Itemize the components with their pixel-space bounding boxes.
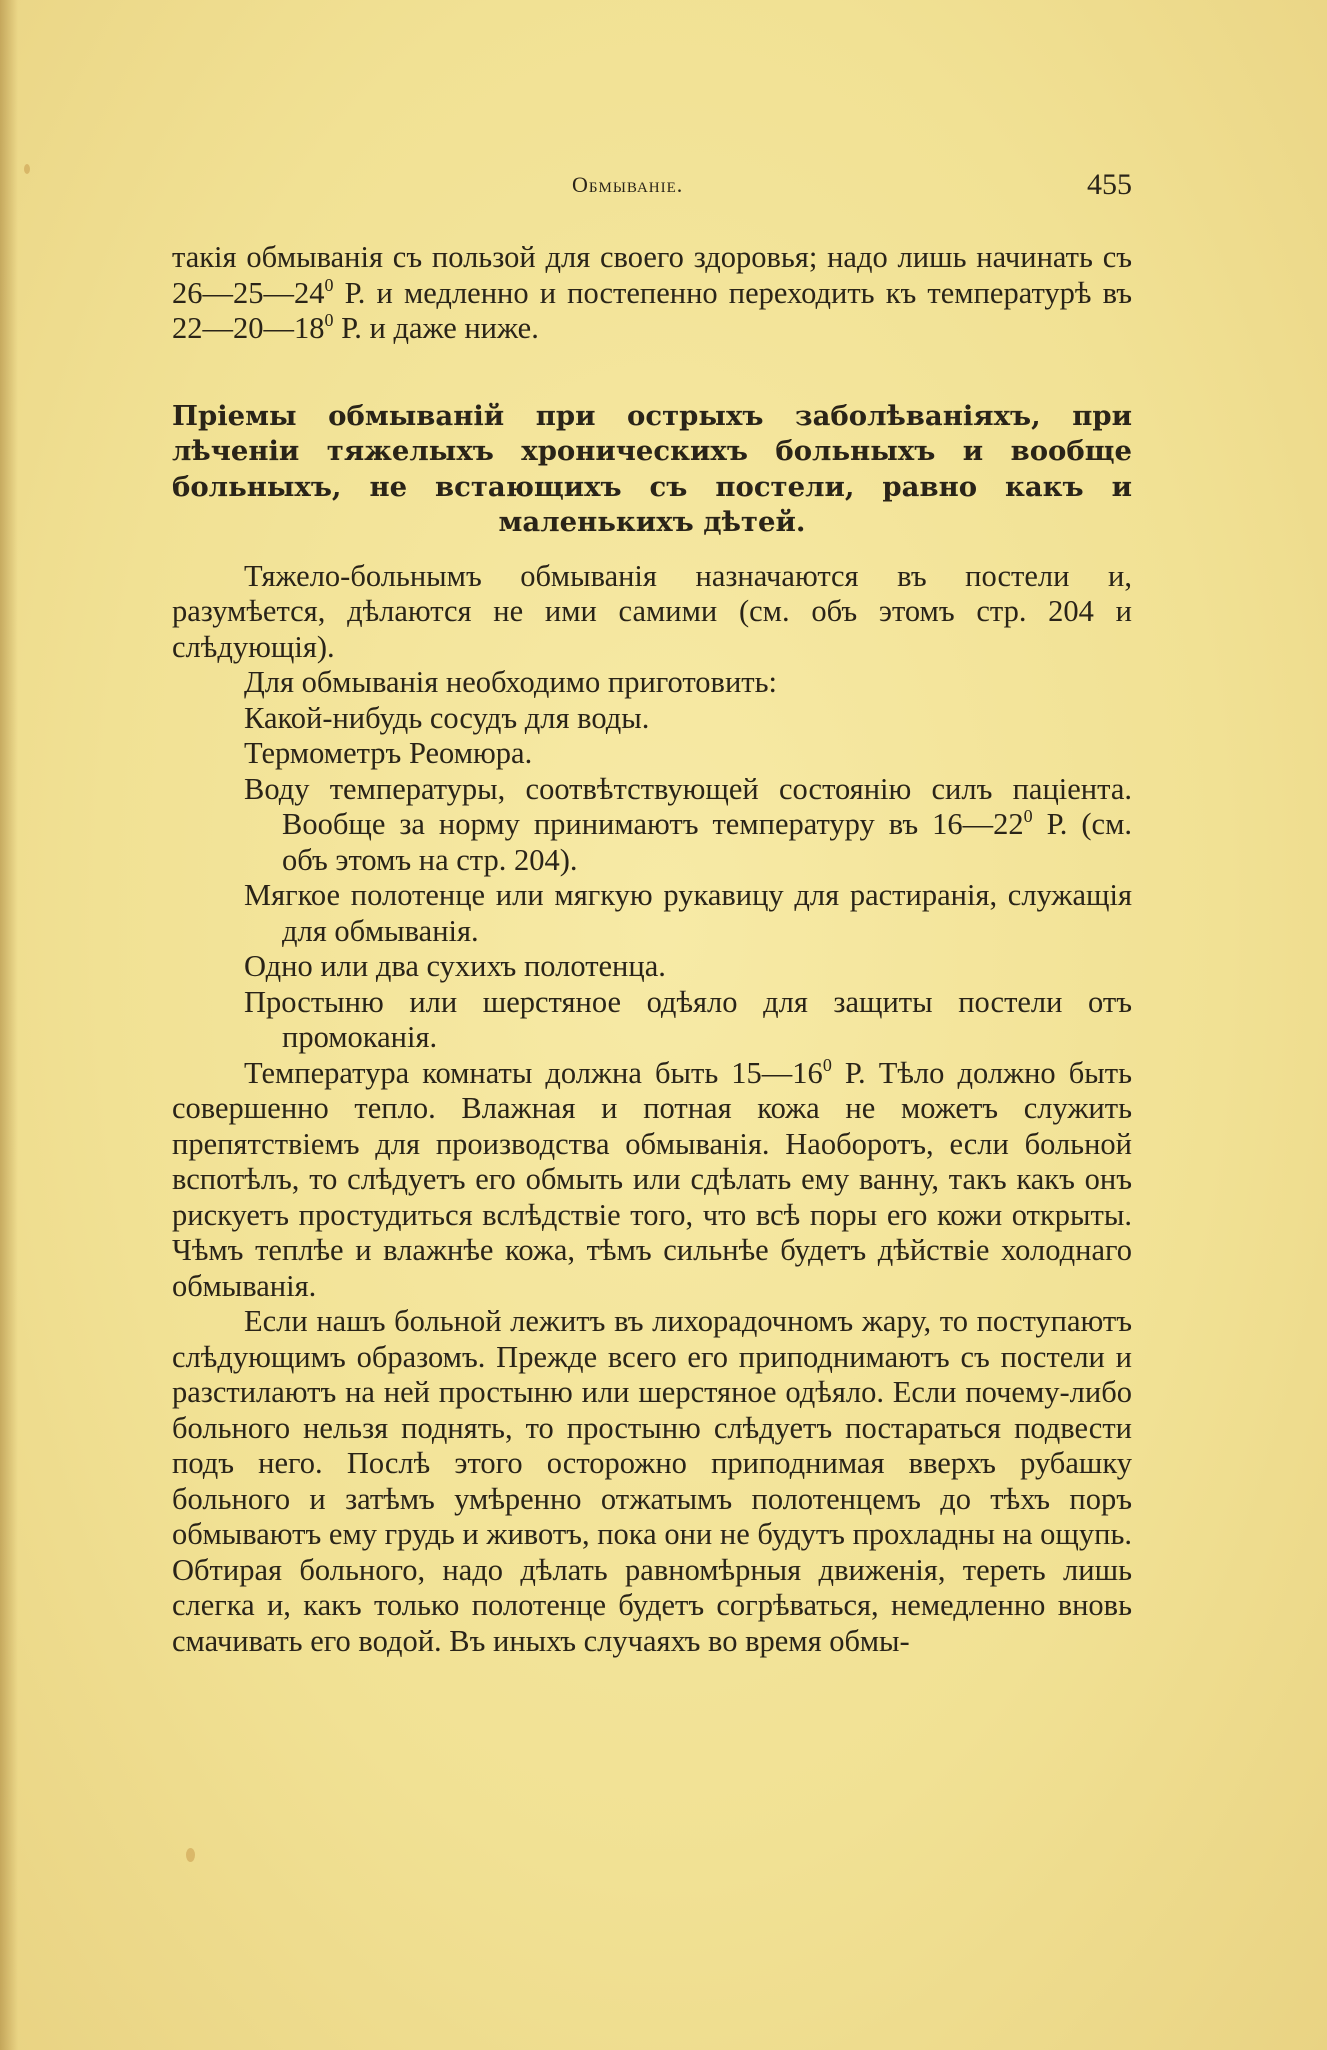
- paragraph: Если нашъ больной лежитъ въ лихорадочномъ жару, то поступаютъ слѣдующимъ образомъ. Прежде всего его приподнимаютъ съ постели и разстилаютъ на ней простыню или шерстяное одѣяло. Если почему-либо больного нельзя поднять, то простыню слѣдуетъ постараться подвести подъ него. Послѣ этого осторожно приподнимая вверхъ рубашку больного и затѣмъ умѣренно отжатымъ полотенцемъ до тѣхъ поръ обмываютъ ему грудь и животъ, пока они не будутъ прохладны на ощупь. Обтирая больного, надо дѣлать равномѣрныя движенiя, тереть лишь слегка и, какъ только полотенце будетъ согрѣваться, немедленно вновь смачивать его водой. Въ иныхъ случаяхъ во время обмы-: [172, 1304, 1132, 1658]
- section-heading: Прiемы обмыванiй при острыхъ заболѣванiяхъ, при лѣченiи тяжелыхъ хроническихъ больныхъ и вообще больныхъ, не встающихъ съ постели, равно какъ и маленькихъ дѣтей.: [172, 399, 1132, 538]
- list-item: Термометръ Реомюра.: [244, 736, 533, 770]
- text-body: [172, 240, 1132, 1659]
- paragraph: Температура комнаты должна быть $15—16^0$ Р. Тѣло должно быть совершенно тепло. Влажная и потная кожа не можетъ служить препятствiемъ для производства обмыванiя. Наоборотъ, если больной вспотѣлъ, то слѣдуетъ его обмыть или сдѣлать ему ванну, такъ какъ онъ рискуетъ простудиться вслѣдствiе того, что всѣ поры его кожи открыты. Чѣмъ теплѣе и влажнѣе кожа, тѣмъ сильнѣе будетъ дѣйствiе холоднаго обмыванiя.: [172, 1054, 1133, 1303]
- running-title: Обмыванiе.: [572, 172, 684, 197]
- paragraph: Тяжело-больнымъ обмыванiя назначаются въ постели и, разумѣется, дѣлаются не ими самими (см. объ этомъ стр. 204 и слѣдующiя).: [172, 558, 1132, 664]
- page-number: 455: [1087, 168, 1132, 201]
- list-item: Воду температуры, соотвѣтствующей состоянiю силъ пацiента. Вообще за норму принимаютъ температуру въ $16—22^0$ Р. (см. объ этомъ на стр. 204).: [244, 771, 1132, 877]
- list-item: Одно или два сухихъ полотенца.: [244, 949, 666, 983]
- intro-paragraph: такiя обмыванiя съ пользой для своего здоровья; надо лишь начинать съ $26—25—24^0$ Р. и медленно и постепенно переходить къ температурѣ въ $22—20—18^0$ Р. и даже ниже.: [172, 240, 1132, 345]
- list-item: Простыню или шерстяное одѣяло для защиты постели отъ промоканiя.: [244, 984, 1132, 1054]
- ink-stain: [186, 1848, 195, 1862]
- list-item: Какой-нибудь сосудъ для воды.: [244, 700, 650, 735]
- running-head: [172, 168, 1132, 208]
- page-edge-shadow: [0, 0, 18, 2050]
- list-intro: Для обмыванiя необходимо приготовить:: [244, 665, 777, 699]
- list-item: Мягкое полотенце или мягкую рукавицу для растиранiя, служащiя для обмыванiя.: [244, 878, 1132, 948]
- ink-stain: [24, 164, 30, 174]
